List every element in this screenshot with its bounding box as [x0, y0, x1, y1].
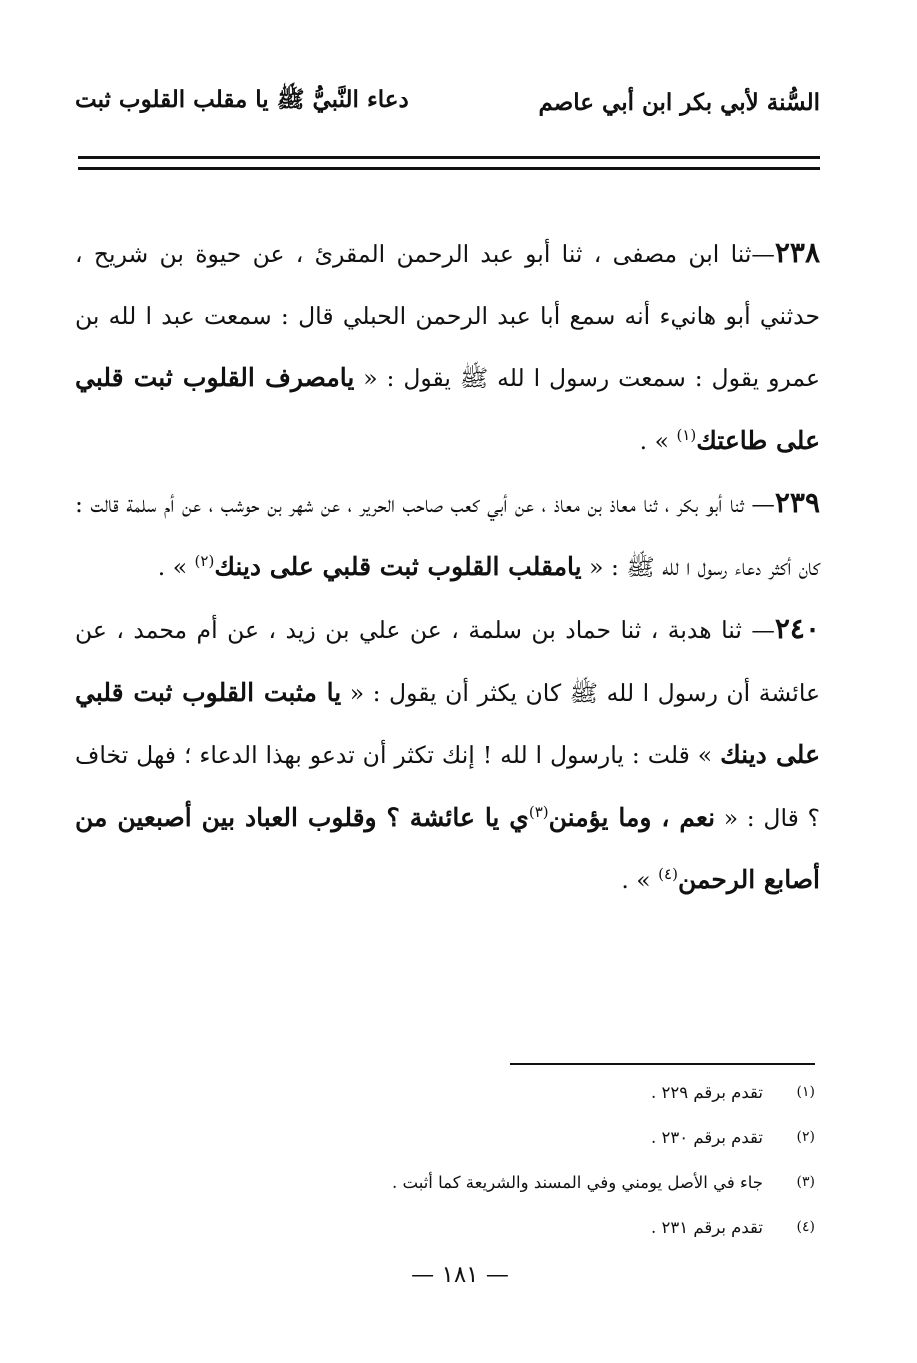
footnote-text: تقدم برقم ٢٣١ . — [651, 1218, 763, 1237]
footnote-ref: (١) — [676, 425, 697, 444]
footnote-number: (١) — [796, 1084, 815, 1100]
hadith-text-end: » . — [157, 552, 195, 581]
hadith-bold-text: نعم ، وما يؤمنن — [548, 802, 716, 832]
footnote-ref: (٢) — [194, 551, 215, 570]
footnote — [300, 1070, 815, 1115]
hadith-text: —ثنا ابن مصفى ، ثنا أبو عبد الرحمن المقرئ ، عن حيوة بن شريح ، حدثني أبو هانيء أنه سمع أبا عبد الرحمن الحبلي قال : سمعت عبد ا لله بن عمرو يقول : سمعت رسول ا لله ﷺ يقول : « — [75, 240, 820, 392]
footnote-text: تقدم برقم ٢٣٠ . — [651, 1128, 763, 1147]
hadith-text: — ثنا أبو بكر ، ثنا معاذ بن معاذ ، عن أبي كعب صاحب الحرير ، عن شهر بن حوشب ، عن أم سلمة قالت : كان أكثر دعاء رسول ا لله ﷺ : « — [75, 490, 820, 581]
header-rule-top — [78, 156, 820, 159]
hadith-text: — ثنا هدبة ، ثنا حماد بن سلمة ، عن علي بن زيد ، عن أم محمد ، عن عائشة أن رسول ا لله ﷺ كان يكثر أن يقول : « — [75, 616, 821, 707]
hadith-bold-text: يامصرف القلوب ثبت قلبي على طاعتك — [75, 363, 820, 455]
header-rule-bottom — [78, 167, 820, 170]
footnote — [300, 1205, 815, 1250]
footnote-text: تقدم برقم ٢٢٩ . — [651, 1083, 763, 1102]
footnote-number: (٤) — [796, 1219, 815, 1235]
hadith-number: ٢٣٩ — [774, 486, 820, 519]
main-text — [75, 222, 820, 912]
footnote-number: (٢) — [796, 1129, 815, 1145]
hadith-text-end: » . — [639, 426, 677, 455]
header-chapter-title: دعاء النَّبيُّ ﷺ يا مقلب القلوب ثبت — [75, 86, 409, 113]
footnote — [300, 1160, 815, 1205]
hadith-238 — [75, 222, 820, 472]
footnote-number: (٣) — [796, 1174, 815, 1190]
hadith-number: ٢٤٠ — [774, 612, 820, 645]
hadith-bold-text: يا مثبت القلوب ثبت قلبي على دينك — [75, 677, 820, 769]
header-book-title: السُّنة لأبي بكر ابن أبي عاصم — [538, 88, 820, 116]
running-header — [75, 82, 820, 122]
footnote-separator — [510, 1063, 815, 1065]
footnote — [300, 1115, 815, 1160]
hadith-bold-text: ي يا عائشة ؟ وقلوب العباد بين أصبعين من أصابع الرحمن — [75, 802, 820, 894]
hadith-240 — [75, 598, 820, 912]
hadith-text-middle: » قلت : يارسول ا لله ! إنك تكثر أن تدعو بهذا الدعاء ؛ فهل تخاف ؟ قال : « — [75, 741, 820, 832]
footnote-ref: (٣) — [528, 802, 549, 821]
hadith-text-end: » . — [621, 866, 659, 894]
hadith-bold-text: يامقلب القلوب ثبت قلبي على دينك — [214, 551, 582, 581]
hadith-239 — [75, 472, 820, 598]
footnote-ref: (٤) — [658, 865, 678, 884]
hadith-number: ٢٣٨ — [774, 236, 820, 269]
footnote-text: جاء في الأصل يومني وفي المسند والشريعة كما أثبت . — [392, 1173, 763, 1192]
page-number: — ١٨١ — — [411, 1262, 509, 1288]
footnotes — [300, 1070, 815, 1250]
